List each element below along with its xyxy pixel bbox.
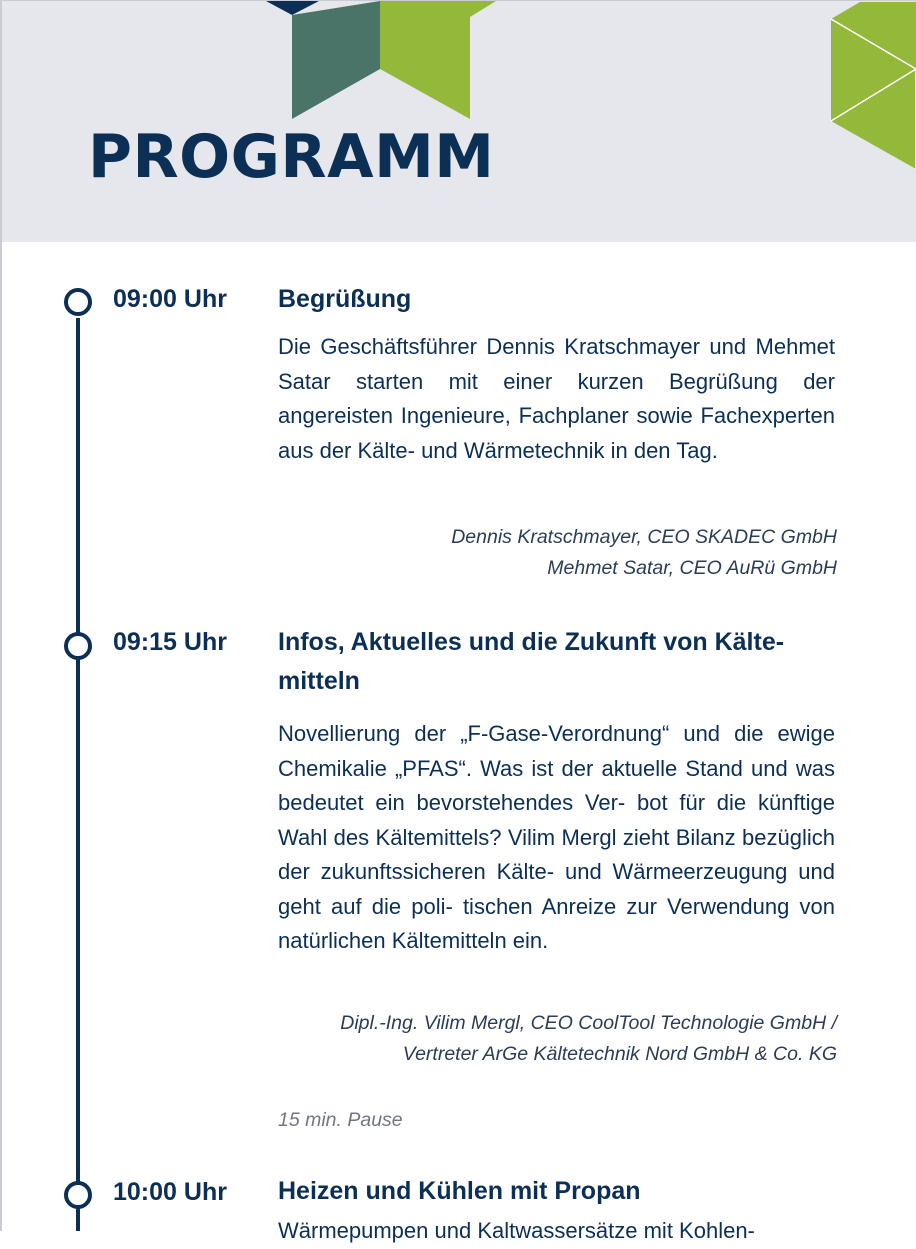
pause-note: 15 min. Pause bbox=[278, 1109, 403, 1131]
agenda-speakers bbox=[237, 522, 837, 583]
agenda-speakers bbox=[237, 1008, 837, 1069]
dark-green-hexagon bbox=[292, 1, 380, 119]
agenda-title: Heizen und Kühlen mit Propan bbox=[278, 1177, 641, 1205]
timeline-dot bbox=[64, 632, 92, 660]
agenda-title-line: Infos, Aktuelles und die Zukunft von Kälte- bbox=[278, 628, 785, 656]
header bbox=[2, 1, 916, 242]
speaker-line: Dipl.-Ing. Vilim Mergl, CEO CoolTool Technologie GmbH / bbox=[340, 1012, 837, 1034]
agenda-time: 09:00 Uhr bbox=[113, 285, 227, 313]
agenda-time: 09:15 Uhr bbox=[113, 628, 227, 656]
speaker-line: Vertreter ArGe Kältetechnik Nord GmbH & Co. KG bbox=[402, 1042, 837, 1065]
agenda-description: Die Geschäftsführer Dennis Kratschmayer und Mehmet Satar starten mit einer kurzen Begrüßung der angereisten Ingenieure, Fachplaner sowie Fachexperten aus der Kälte- und Wärmetechnik in den Tag. bbox=[278, 334, 835, 463]
agenda-title-line: mitteln bbox=[278, 667, 360, 695]
agenda-title: Begrüßung bbox=[278, 285, 412, 313]
timeline-dot bbox=[64, 1181, 92, 1209]
timeline-line bbox=[76, 318, 80, 1231]
agenda-description: Wärmepumpen und Kaltwassersätze mit Kohlen- bbox=[278, 1218, 755, 1243]
speaker-line: Mehmet Satar, CEO AuRü GmbH bbox=[547, 556, 837, 579]
timeline-dot bbox=[64, 288, 92, 316]
light-green-hexagon bbox=[380, 1, 470, 119]
agenda-time: 10:00 Uhr bbox=[113, 1178, 227, 1206]
agenda-title bbox=[278, 623, 838, 701]
page-title: PROGRAMM bbox=[88, 122, 495, 192]
speaker-line: Dennis Kratschmayer, CEO SKADEC GmbH bbox=[451, 526, 837, 548]
agenda-description: Novellierung der „F-Gase-Verordnung“ und die ewige Chemikalie „PFAS“. Was ist der aktuelle Stand und was bedeutet ein bevorstehendes Ver- bot für die künftige Wahl des Kältemittels? Vilim Mergl zieht Bilanz bezüglich der zukunftssicheren Kälte- und Wärmeerzeugung und geht auf die poli- tischen Anreize zur Verwendung von natürlichen Kältemitteln ein. bbox=[278, 721, 835, 953]
